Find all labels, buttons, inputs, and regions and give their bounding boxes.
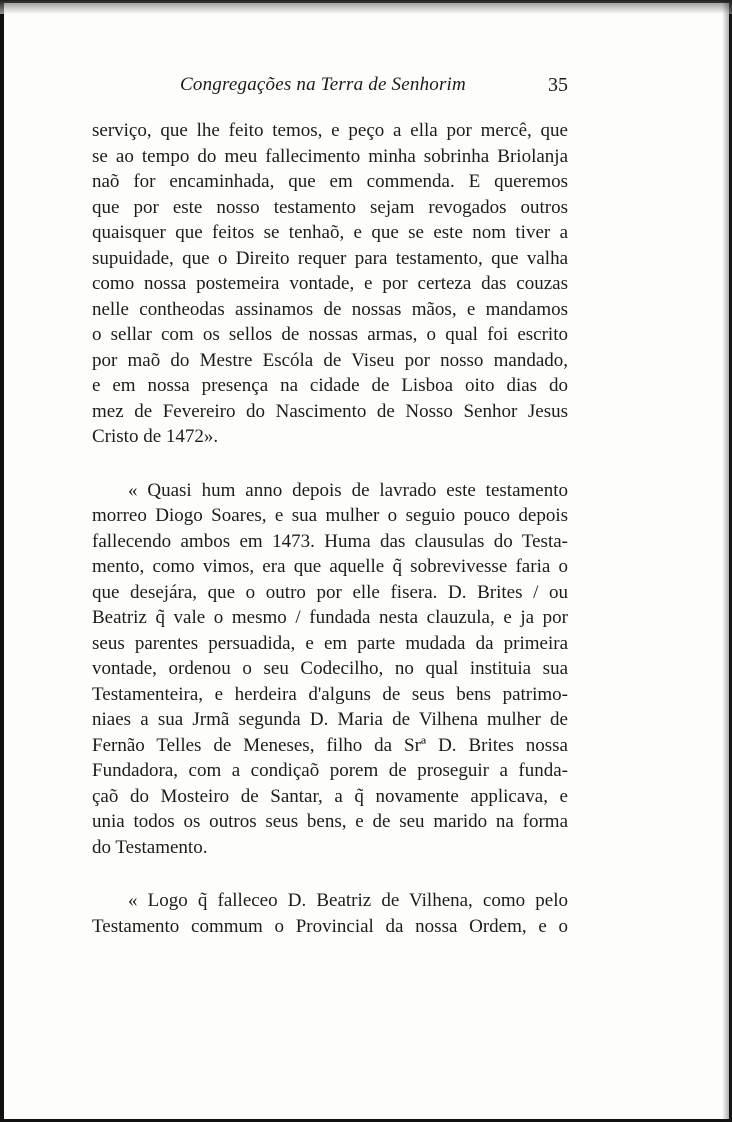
text-line: çaõ do Mosteiro de Santar, a q̃ novamente applicava, e: [92, 785, 568, 807]
text-line: « Logo q̃ falleceo D. Beatriz de Vilhena, como pelo: [128, 890, 568, 911]
text-line: vontade, ordenou o seu Codecilho, no qual instituia sua: [92, 658, 568, 679]
text-line: Cristo de 1472».: [92, 426, 219, 447]
text-line: que por este nosso testamento sejam revogados outros: [92, 196, 568, 218]
running-head: [92, 74, 568, 104]
text-line: « Quasi hum anno depois de lavrado este testamento: [128, 479, 568, 501]
text-line: naõ for encaminhada, que em commenda. E queremos: [92, 171, 568, 192]
text-line: morreo Diogo Soares, e sua mulher o seguio pouco depois: [92, 505, 568, 526]
scan-shadow-right: [722, 0, 732, 1122]
body-text: [92, 118, 568, 939]
text-line: como nossa postemeira vontade, e por certeza das couzas: [92, 273, 568, 294]
paragraph-2: [92, 478, 568, 861]
text-line: serviço, que lhe feito temos, e peço a ella por mercê, que: [92, 120, 568, 141]
text-line: unia todos os outros seus bens, e de seu marido na forma: [92, 811, 568, 832]
text-line: Beatriz q̃ vale o mesmo / fundada nesta clauzula, e ja por: [92, 607, 568, 628]
paragraph-spacer: [92, 860, 568, 888]
text-line: supuidade, que o Direito requer para testamento, que valha: [92, 247, 568, 269]
text-line: se ao tempo do meu fallecimento minha sobrinha Briolanja: [92, 145, 568, 167]
text-line: quaisquer que feitos se tenhaõ, e que se este nom tiver a: [92, 222, 568, 243]
text-line: Fundadora, com a condiçaõ porem de proseguir a funda-: [92, 760, 568, 781]
text-line: do Testamento.: [92, 836, 208, 858]
text-line: seus parentes persuadida, e em parte mudada da primeira: [92, 632, 568, 654]
text-line: niaes a sua Jrmã segunda D. Maria de Vilhena mulher de: [92, 709, 568, 730]
text-line: Testamento commum o Provincial da nossa Ordem, e o: [92, 915, 568, 937]
text-line: mez de Fevereiro do Nascimento de Nosso Senhor Jesus: [92, 400, 568, 422]
text-line: fallecendo ambos em 1473. Huma das clausulas do Testa-: [92, 530, 568, 552]
text-line: mento, como vimos, era que aquelle q̃ sobrevivesse faria o: [92, 556, 568, 577]
paragraph-spacer: [92, 450, 568, 478]
text-line: Testamenteira, e herdeira d'alguns de seus bens patrimo-: [92, 683, 568, 705]
text-line: e em nossa presença na cidade de Lisboa oito dias do: [92, 375, 568, 396]
text-line: que desejára, que o outro por elle fisera. D. Brites / ou: [92, 581, 568, 603]
scan-shadow-top: [0, 0, 732, 14]
running-title: Congregações na Terra de Senhorim: [180, 74, 466, 95]
text-line: o sellar com os sellos de nossas armas, o qual foi escrito: [92, 324, 568, 345]
paragraph-3: [92, 888, 568, 939]
text-line: por maõ do Mestre Escóla de Viseu por nosso mandado,: [92, 349, 568, 371]
paragraph-1: [92, 118, 568, 450]
text-line: nelle contheodas assinamos de nossas mãos, e mandamos: [92, 298, 568, 320]
text-line: Fernão Telles de Meneses, filho da Srª D. Brites nossa: [92, 734, 568, 756]
page-number: 35: [548, 74, 568, 96]
